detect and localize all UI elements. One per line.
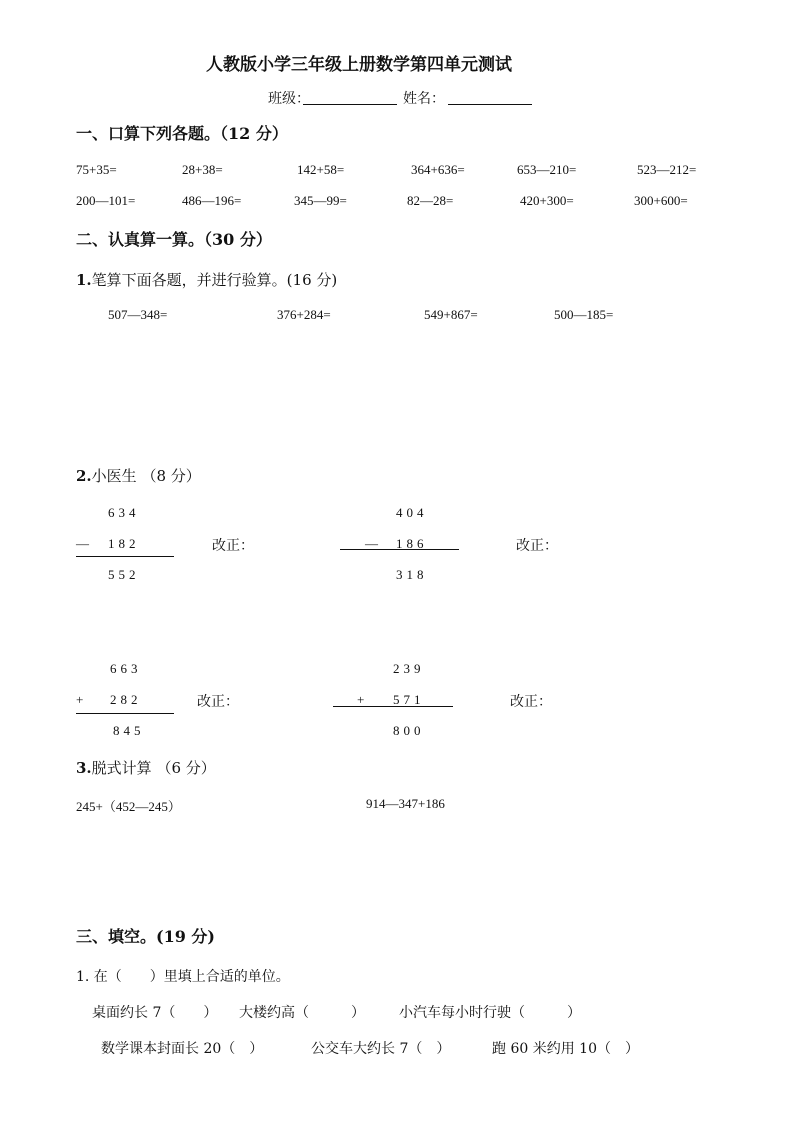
part2-title: 2.小医生 （8 分） (76, 467, 201, 485)
written-calc-item: 376+284= (277, 307, 331, 322)
mental-math-item: 75+35= (76, 162, 117, 177)
written-calc-item: 549+867= (424, 307, 478, 322)
class-blank[interactable] (303, 104, 397, 105)
section3-heading: 三、填空。(19 分) (76, 927, 215, 946)
vertical-result: 845 (113, 723, 145, 738)
name-blank[interactable] (448, 104, 532, 105)
vertical-top: 239 (393, 661, 425, 676)
mental-math-item: 82—28= (407, 193, 454, 208)
part3-title: 3.脱式计算 （6 分） (76, 759, 216, 777)
fill-item: 大楼约高（ ） (239, 1005, 365, 1021)
vertical-bottom: 571 (393, 692, 425, 707)
page-title: 人教版小学三年级上册数学第四单元测试 (206, 55, 512, 75)
fill-question: 1. 在（ ）里填上合适的单位。 (76, 969, 290, 985)
vertical-result: 552 (108, 567, 140, 582)
vertical-bottom: 182 (108, 536, 140, 551)
written-calc-item: 507—348= (108, 307, 168, 322)
section1-heading: 一、口算下列各题。（12 分） (76, 124, 288, 143)
fix-label: 改正： (510, 694, 552, 710)
mental-math-item: 420+300= (520, 193, 574, 208)
mental-math-item: 28+38= (182, 162, 223, 177)
stepwise-calc-item: 914—347+186 (366, 796, 445, 811)
stepwise-calc-item: 245+（452—245） (76, 799, 181, 814)
fix-label: 改正： (516, 538, 558, 554)
section2-heading: 二、认真算一算。（30 分） (76, 230, 272, 249)
vertical-top: 663 (110, 661, 142, 676)
fill-item: 公交车大约长 7（ ） (311, 1041, 451, 1057)
mental-math-item: 364+636= (411, 162, 465, 177)
fill-item: 数学课本封面长 20（ ） (101, 1041, 264, 1057)
fill-item: 跑 60 米约用 10（ ） (492, 1041, 639, 1057)
vertical-rule (333, 706, 453, 707)
vertical-rule (76, 556, 174, 557)
mental-math-item: 300+600= (634, 193, 688, 208)
vertical-top: 404 (396, 505, 428, 520)
vertical-result: 318 (396, 567, 428, 582)
part1-title: 1.笔算下面各题，并进行验算。(16 分) (76, 271, 338, 289)
mental-math-item: 523—212= (637, 162, 697, 177)
vertical-result: 800 (393, 723, 425, 738)
fill-item: 桌面约长 7（ ） (92, 1005, 218, 1021)
name-label: 姓名： (403, 91, 445, 107)
fix-label: 改正： (197, 694, 239, 710)
written-calc-item: 500—185= (554, 307, 614, 322)
vertical-bottom: 186 (396, 536, 428, 551)
vertical-top: 634 (108, 505, 140, 520)
mental-math-item: 142+58= (297, 162, 345, 177)
vertical-rule (76, 713, 174, 714)
mental-math-item: 486—196= (182, 193, 242, 208)
mental-math-item: 200—101= (76, 193, 136, 208)
vertical-rule (340, 549, 459, 550)
fix-label: 改正： (212, 538, 254, 554)
vertical-operator: — (76, 536, 89, 551)
vertical-operator: + (76, 692, 84, 707)
fill-item: 小汽车每小时行驶（ ） (399, 1005, 581, 1021)
mental-math-item: 653—210= (517, 162, 577, 177)
vertical-operator: — (365, 536, 378, 551)
mental-math-item: 345—99= (294, 193, 347, 208)
vertical-bottom: 282 (110, 692, 142, 707)
class-label: 班级： (268, 91, 310, 107)
vertical-operator: + (357, 692, 365, 707)
